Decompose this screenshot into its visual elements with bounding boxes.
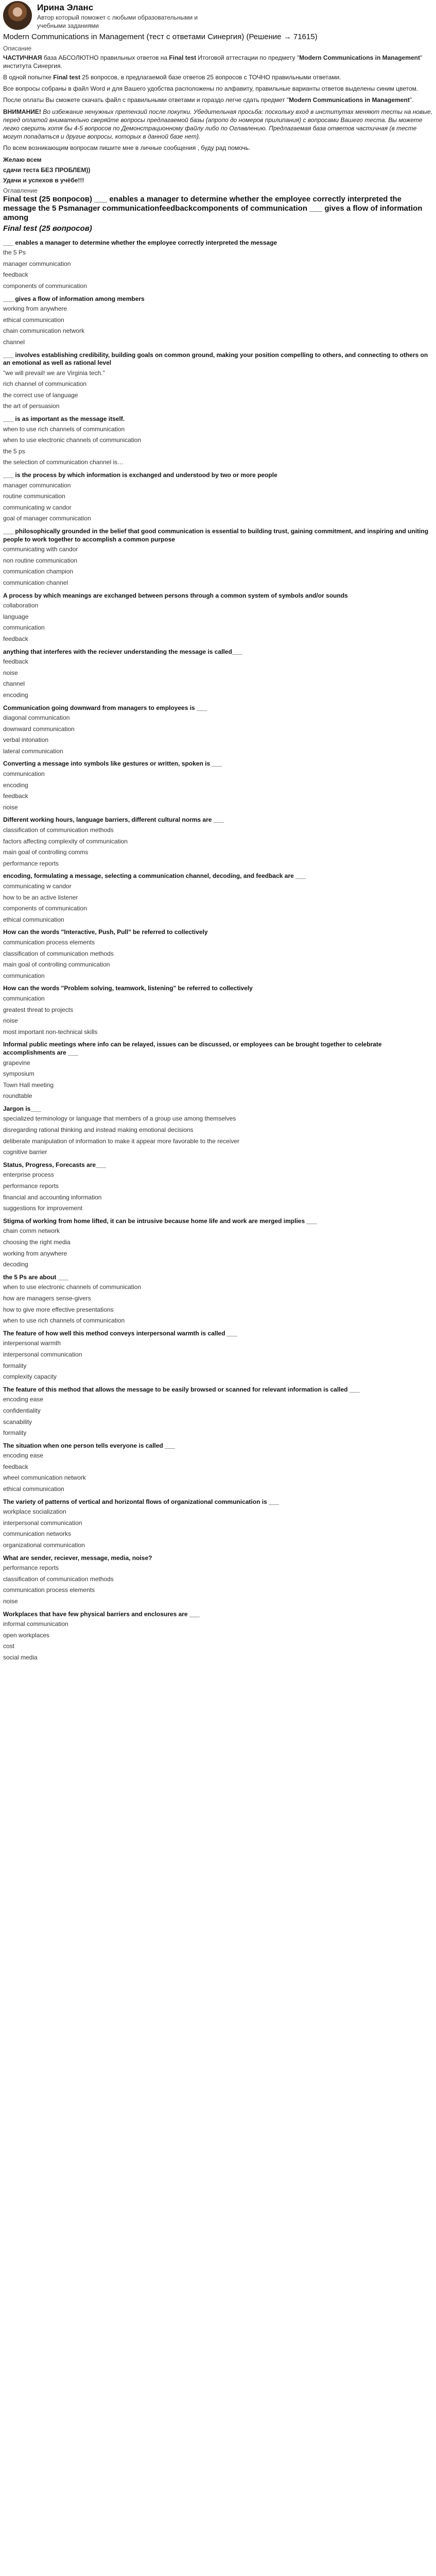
answer-list: [3, 602, 433, 643]
toc-title: Final test (25 вопросов) ___ enables a manager to determine whether the employee correctly interpreted the message the 5 Psmanager communicationfeedbackcomponents of communication ___ gives a flow of information among: [3, 195, 423, 223]
description-label: Описание: [3, 44, 32, 52]
answer-list: [3, 1396, 433, 1437]
answer-option: complexity capacity: [3, 1373, 57, 1381]
toc-label: Оглавление: [3, 187, 38, 195]
answer-option: noise: [3, 1017, 18, 1025]
question-text: Workplaces that have few physical barriers and enclosures are ___: [3, 1610, 200, 1618]
question-text: ___ philosophically grounded in the belief that good communication is essential to building trust, gaining commitment, and inspiring and uniting people to work together to accomplish a common purpose: [3, 528, 429, 543]
question-text: The feature of how well this method conveys interpersonal warmth is called ___: [3, 1329, 237, 1337]
answer-option: communicating with candor: [3, 546, 78, 553]
answer-option: manager communication: [3, 481, 71, 489]
question-block: [3, 1330, 433, 1381]
answer-option: how to give more effective presentations: [3, 1306, 114, 1313]
answer-option: suggestions for improvement: [3, 1205, 83, 1212]
question-block: [3, 928, 433, 980]
avatar[interactable]: [3, 1, 32, 30]
answer-option: feedback: [3, 1463, 28, 1470]
answer-option: ethical communication: [3, 916, 64, 923]
intro-paragraph-2: [3, 73, 433, 81]
answer-option: the 5 ps: [3, 447, 25, 455]
intro-luck: Удачи и успехов в учёбе!!!: [3, 176, 84, 184]
question-text: The situation when one person tells everyone is called ___: [3, 1442, 176, 1449]
answer-list: [3, 714, 433, 755]
intro-p5-a: ВНИМАНИЕ!: [3, 108, 41, 115]
question-text: ___ enables a manager to determine whether the employee correctly interpreted the message: [3, 239, 277, 246]
intro-pass: сдачи теста БЕЗ ПРОБЛЕМ)): [3, 166, 91, 174]
answer-option: communication networks: [3, 1530, 72, 1538]
question-text: The variety of patterns of vertical and horizontal flows of organizational communication is ___: [3, 1498, 280, 1505]
answer-list: [3, 1508, 433, 1549]
author-description: Автор который поможет с любыми образовательными и учебными заданиями: [37, 13, 198, 29]
answer-option: the 5 Ps: [3, 249, 26, 257]
question-block: [3, 872, 433, 924]
question-block: [3, 1386, 433, 1437]
answer-list: [3, 770, 433, 811]
question-block: [3, 704, 433, 756]
answer-option: formality: [3, 1362, 27, 1369]
question-text: encoding, formulating a message, selecting a communication channel, decoding, and feedback are ___: [3, 872, 306, 880]
answer-option: channel: [3, 680, 25, 688]
question-block: [3, 295, 433, 347]
answer-option: encoding ease: [3, 1396, 44, 1403]
answer-list: [3, 482, 433, 523]
author-name[interactable]: Ирина Эланс: [37, 3, 94, 12]
question-block: [3, 648, 433, 700]
answer-option: non routine communication: [3, 556, 78, 564]
intro-p2-a: В одной попытке: [3, 74, 54, 81]
answer-option: communication process elements: [3, 938, 95, 946]
question-text: A process by which meanings are exchanged between persons through a common system of symbols and/or sounds: [3, 591, 348, 599]
answer-option: components of communication: [3, 905, 87, 912]
answer-option: downward communication: [3, 725, 75, 733]
question-block: [3, 415, 433, 467]
question-block: [3, 760, 433, 811]
answer-option: symposium: [3, 1070, 34, 1078]
intro-p4-c: ".: [409, 96, 414, 104]
intro-p1-d: Итоговой аттестации по предмету ": [196, 54, 300, 61]
answer-option: ethical communication: [3, 1485, 64, 1493]
intro-p4-b: Modern Communications in Management: [289, 96, 410, 104]
answer-option: disregarding rational thinking and instead making emotional decisions: [3, 1126, 194, 1134]
intro-paragraph-3: Все вопросы собраны в файл Word и для Вашего удобства расположены по алфавиту, правильные варианты ответов выделены синим цветом.: [3, 85, 418, 93]
answer-option: encoding ease: [3, 1452, 44, 1460]
answer-option: routine communication: [3, 493, 65, 500]
question-block: [3, 351, 433, 411]
answer-list: [3, 939, 433, 980]
answer-option: when to use electronic channels of communication: [3, 1283, 142, 1291]
question-text: What are sender, reciever, message, media, noise?: [3, 1554, 152, 1562]
answer-option: wheel communication network: [3, 1474, 86, 1482]
question-text: How can the words "Interactive, Push, Pull" be referred to collectively: [3, 928, 208, 936]
question-text: ___ involves establishing credibility, building goals on common ground, making your position compelling to others, and connecting to others on an emotional as well as rational level: [3, 351, 428, 367]
answer-list: [3, 1283, 433, 1325]
question-text: Informal public meetings where info can be relayed, issues can be discussed, or employees can be brought together to celebrate accomplishments are ___: [3, 1041, 382, 1056]
answer-option: roundtable: [3, 1092, 32, 1100]
question-text: Different working hours, language barriers, different cultural norms are ___: [3, 816, 224, 824]
answer-option: scanability: [3, 1418, 32, 1426]
answer-option: formality: [3, 1429, 27, 1437]
answer-option: encoding: [3, 691, 28, 699]
question-block: [3, 1217, 433, 1269]
intro-p1-e: Modern Communications in Management: [299, 54, 420, 61]
answer-option: communication champion: [3, 568, 74, 575]
answer-option: feedback: [3, 792, 28, 800]
answer-option: communication: [3, 624, 45, 632]
answer-option: factors affecting complexity of communication: [3, 837, 128, 845]
answer-option: decoding: [3, 1261, 28, 1268]
answer-option: interpersonal communication: [3, 1519, 82, 1527]
answer-option: cognitive barrier: [3, 1148, 47, 1156]
intro-p1-a: ЧАСТИЧНАЯ: [3, 54, 42, 61]
question-block: [3, 592, 433, 643]
answer-list: [3, 249, 433, 290]
answer-list: [3, 1340, 433, 1381]
answer-option: the selection of communication channel is…: [3, 459, 124, 466]
answer-option: chain comm network: [3, 1227, 60, 1235]
answer-option: communication process elements: [3, 1586, 95, 1594]
answer-option: working from anywhere: [3, 305, 67, 313]
answer-option: interpersonal communication: [3, 1350, 82, 1358]
questions-list: [3, 239, 433, 1662]
intro-p5-b: Во избежание ненужных претензий после покупки. Убедительная просьба: поскольку вход в институтах меняют тесты на новые, перед оплатой внимательно сверяйте вопросы предлагаемой базы (апропо до номеров прилипания) с вопросами Вашего теста. Вы можете легко сверить хотя бы 4-5 вопросов по Демонстрационному файлу либо по Оглавлению. Предлагаемая база ответов частичная (в тесте могут попадаться и другие вопросы, которых в данной базе нет).: [3, 108, 433, 141]
question-text: the 5 Ps are about ___: [3, 1273, 68, 1281]
answer-list: [3, 995, 433, 1036]
answer-option: cost: [3, 1642, 15, 1650]
answer-list: [3, 883, 433, 924]
answer-list: [3, 1620, 433, 1662]
answer-option: Town Hall meeting: [3, 1081, 54, 1089]
answer-option: noise: [3, 669, 18, 676]
answer-list: [3, 1059, 433, 1100]
question-text: ___ gives a flow of information among members: [3, 295, 145, 302]
answer-option: open workplaces: [3, 1631, 50, 1639]
answer-option: goal of manager communication: [3, 515, 91, 522]
question-text: anything that interferes with the reciever understanding the message is called___: [3, 648, 242, 655]
question-block: [3, 528, 433, 587]
answer-option: communicating w candor: [3, 883, 72, 890]
answer-list: [3, 546, 433, 587]
author-info: [37, 1, 202, 30]
question-block: [3, 1611, 433, 1662]
answer-option: feedback: [3, 658, 28, 666]
answer-option: classification of communication methods: [3, 950, 114, 957]
question-text: ___ is as important as the message itself.: [3, 415, 125, 423]
question-block: [3, 985, 433, 1036]
answer-option: informal communication: [3, 1620, 68, 1628]
question-text: Converting a message into symbols like gestures or written, spoken is ___: [3, 760, 222, 768]
answer-option: social media: [3, 1653, 38, 1661]
answer-list: [3, 1564, 433, 1605]
answer-option: deliberate manipulation of information to make it appear more favorable to the receiver: [3, 1137, 239, 1145]
answer-list: [3, 1452, 433, 1493]
answer-option: when to use rich channels of communication: [3, 425, 125, 433]
answer-option: when to use electronic channels of communication: [3, 436, 142, 444]
answer-option: communication: [3, 972, 45, 979]
answer-option: rich channel of communication: [3, 380, 87, 388]
answer-option: organizational communication: [3, 1541, 85, 1549]
question-text: Status, Progress, Forecasts are___: [3, 1161, 107, 1168]
answer-list: [3, 1115, 433, 1156]
question-text: How can the words "Problem solving, teamwork, listening" be referred to collectively: [3, 985, 253, 992]
question-block: [3, 1105, 433, 1157]
answer-option: language: [3, 613, 29, 620]
intro-paragraph-5: [3, 108, 433, 141]
answer-list: [3, 305, 433, 346]
answer-option: performance reports: [3, 859, 59, 867]
answer-option: encoding: [3, 781, 28, 789]
answer-list: [3, 1171, 433, 1212]
intro-paragraph-6: По всем возникающим вопросам пишите мне в личные сообщения , буду рад помочь.: [3, 144, 251, 152]
intro-p1-c: Final test: [169, 54, 197, 61]
answer-list: [3, 658, 433, 699]
answer-list: [3, 426, 433, 467]
answer-option: chain communication network: [3, 327, 85, 335]
answer-option: diagonal communication: [3, 714, 70, 722]
answer-option: workplace socialization: [3, 1508, 66, 1516]
question-block: [3, 1274, 433, 1325]
answer-option: "we will prevail! we are Virginia tech.": [3, 369, 105, 377]
answer-option: interpersonal warmth: [3, 1340, 61, 1347]
answer-option: manager communication: [3, 260, 71, 267]
answer-option: how to be an active listener: [3, 893, 78, 901]
question-text: Communication going downward from managers to employees is ___: [3, 704, 207, 711]
answer-option: working from anywhere: [3, 1249, 67, 1257]
answer-option: performance reports: [3, 1564, 59, 1572]
answer-list: [3, 1227, 433, 1268]
question-text: ___ is the process by which information is exchanged and understood by two or more people: [3, 471, 277, 479]
answer-list: [3, 369, 433, 411]
question-block: [3, 1498, 433, 1550]
answer-option: performance reports: [3, 1182, 59, 1190]
answer-option: the correct use of language: [3, 391, 78, 399]
intro-wish: Желаю всем: [3, 156, 42, 163]
answer-option: main goal of controlling comms: [3, 849, 89, 856]
intro-p4-a: После оплаты Вы сможете скачать файл с правильными ответами и гораздо легче сдать предмет ": [3, 96, 289, 104]
answer-option: communication channel: [3, 579, 68, 586]
answer-option: confidentiality: [3, 1406, 41, 1414]
answer-option: verbal intonation: [3, 736, 49, 744]
answer-option: noise: [3, 1598, 18, 1605]
question-text: The feature of this method that allows the message to be easily browsed or scanned for relevant information is called ___: [3, 1385, 360, 1393]
answer-option: the art of persuasion: [3, 402, 60, 410]
answer-option: components of communication: [3, 282, 87, 290]
question-block: [3, 1554, 433, 1606]
answer-option: greatest threat to projects: [3, 1006, 74, 1013]
answer-option: communication: [3, 770, 45, 778]
question-block: [3, 1442, 433, 1494]
answer-option: feedback: [3, 271, 28, 279]
answer-option: choosing the right media: [3, 1239, 71, 1246]
answer-option: lateral communication: [3, 747, 63, 755]
question-block: [3, 1041, 433, 1100]
question-block: [3, 471, 433, 523]
intro-p2-c: 25 вопросов, в предлагаемой базе ответов 25 вопросов с ТОЧНО правильными ответами.: [80, 74, 341, 81]
question-block: [3, 816, 433, 868]
intro-paragraph-4: [3, 96, 433, 104]
intro-paragraph-1: [3, 54, 433, 70]
answer-list: [3, 826, 433, 868]
answer-option: feedback: [3, 635, 28, 642]
author-header: [3, 1, 433, 30]
answer-option: specialized terminology or language that members of a group use among themselves: [3, 1115, 236, 1123]
intro-p1-b: база АБСОЛЮТНО правильных ответов на: [42, 54, 169, 61]
answer-option: how are managers sense-givers: [3, 1294, 91, 1302]
answer-option: main goal of controlling communication: [3, 961, 110, 969]
answer-option: communicating w candor: [3, 503, 72, 511]
question-block: [3, 239, 433, 291]
intro-p2-b: Final test: [53, 74, 80, 81]
answer-option: when to use rich channels of communication: [3, 1317, 125, 1325]
answer-option: ethical communication: [3, 316, 64, 324]
answer-option: channel: [3, 338, 25, 346]
answer-option: collaboration: [3, 602, 39, 609]
intro-p1-f: " института Синергия.: [3, 54, 423, 70]
answer-option: classification of communication methods: [3, 1575, 114, 1583]
answer-option: grapevine: [3, 1059, 30, 1066]
question-block: [3, 1161, 433, 1213]
answer-option: financial and accounting information: [3, 1193, 102, 1201]
page-title: Modern Communications in Management (тест с ответами Синергия) (Решение → 71615): [3, 32, 318, 41]
answer-option: most important non-technical skills: [3, 1028, 98, 1036]
answer-option: enterprise process: [3, 1171, 54, 1179]
question-text: Stigma of working from home lifted, it can be intrusive because home life and work are merged implies ___: [3, 1217, 317, 1225]
section-title: Final test (25 вопросов): [3, 224, 92, 233]
answer-option: classification of communication methods: [3, 826, 114, 834]
answer-option: communication: [3, 994, 45, 1002]
question-text: Jargon is___: [3, 1105, 41, 1112]
answer-option: noise: [3, 803, 18, 811]
